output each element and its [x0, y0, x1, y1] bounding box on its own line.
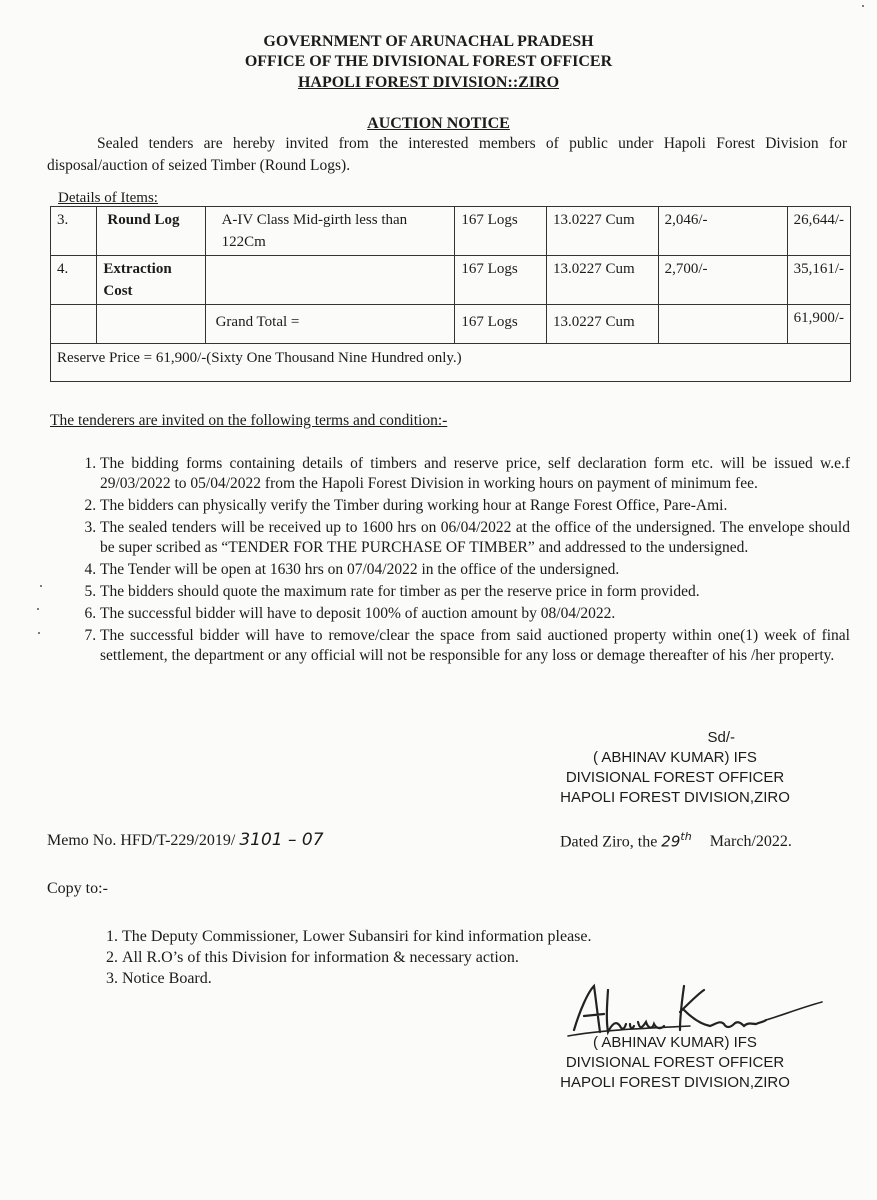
table-row: [51, 207, 851, 256]
sd-mark: Sd/-: [707, 729, 735, 746]
item-rate: [658, 305, 787, 344]
dated-month-year: March/2022.: [709, 833, 792, 851]
items-table: [50, 206, 851, 382]
item-name: Round Log: [97, 207, 205, 256]
table-row-total: [51, 305, 851, 344]
list-item: 1. The bidding forms containing details of timbers and reserve price, self declaration form etc. will be issued w.e.f 29/03/2022 to 05/04/2022 from the Hapoli Forest Division in working hours on payment of minimum fee.: [100, 454, 850, 494]
item-logs: 167 Logs: [455, 305, 547, 344]
list-item: 3. The sealed tenders will be received up to 1600 hrs on 06/04/2022 at the office of the undersigned. The envelope should be super scribed as “TENDER FOR THE PURCHASE OF TIMBER” and addressed to the undersigned.: [100, 518, 850, 558]
signatory-designation: DIVISIONAL FOREST OFFICER: [565, 769, 785, 786]
item-rate: 2,046/-: [658, 207, 787, 256]
scan-speck: [40, 585, 42, 587]
terms-heading: The tenderers are invited on the following terms and condition:-: [50, 412, 448, 429]
header-office: OFFICE OF THE DIVISIONAL FOREST OFFICER: [244, 53, 613, 70]
memo-number: [47, 830, 324, 850]
list-item: 2. The bidders can physically verify the Timber during working hour at Range Forest Office, Pare-Ami.: [100, 496, 850, 516]
reserve-price-row: [51, 344, 851, 382]
signatory-block-top: [545, 728, 805, 808]
signatory-office: HAPOLI FOREST DIVISION,ZIRO: [560, 789, 790, 806]
notice-title: AUCTION NOTICE: [367, 115, 510, 132]
list-item: 5. The bidders should quote the maximum rate for timber as per the reserve price in form provided.: [100, 582, 850, 602]
signatory-name: ( ABHINAV KUMAR) IFS: [593, 749, 757, 766]
item-name: [97, 305, 205, 344]
memo-handwritten: 3101 – 07: [239, 830, 324, 850]
dated-day: 29: [661, 832, 681, 851]
dated-prefix: Dated Ziro, the: [560, 833, 658, 851]
dated-day-suffix: th: [680, 830, 692, 843]
details-label: Details of Items:: [58, 190, 158, 206]
list-item: 1. The Deputy Commissioner, Lower Subansiri for kind information please.: [122, 926, 592, 947]
signatory-block-bottom: [545, 1033, 805, 1093]
item-volume: 13.0227 Cum: [547, 207, 659, 256]
scan-speck: [37, 608, 39, 610]
item-logs: 167 Logs: [455, 207, 547, 256]
signatory-office: HAPOLI FOREST DIVISION,ZIRO: [560, 1074, 790, 1091]
scan-speck: [38, 632, 40, 634]
list-item: 6. The successful bidder will have to deposit 100% of auction amount by 08/04/2022.: [100, 604, 850, 624]
item-volume: 13.0227 Cum: [547, 256, 659, 305]
reserve-price: Reserve Price = 61,900/-(Sixty One Thousand Nine Hundred only.): [51, 344, 851, 382]
item-rate: 2,700/-: [658, 256, 787, 305]
list-item: 2. All R.O’s of this Division for information & necessary action.: [122, 947, 592, 968]
signatory-name: ( ABHINAV KUMAR) IFS: [593, 1034, 757, 1051]
memo-prefix: Memo No. HFD/T-229/2019/: [47, 832, 236, 849]
item-no: 3.: [51, 207, 97, 256]
terms-list: [60, 454, 850, 668]
list-item: 7. The successful bidder will have to remove/clear the space from said auctioned property within one(1) week of final settlement, the department or any official will not be responsible for any loss or demage thereafter of his /her property.: [100, 626, 850, 666]
header-division: [0, 73, 867, 93]
item-no: 4.: [51, 256, 97, 305]
item-name: Extraction Cost: [97, 256, 205, 305]
item-amount: 26,644/-: [787, 207, 850, 256]
item-description: A-IV Class Mid-girth less than 122Cm: [205, 207, 455, 256]
header-division-text: HAPOLI FOREST DIVISION::ZIRO: [297, 74, 560, 91]
list-item: 3. Notice Board.: [122, 968, 592, 989]
signatory-designation: DIVISIONAL FOREST OFFICER: [565, 1054, 785, 1071]
header-government: GOVERNMENT OF ARUNACHAL PRADESH: [263, 33, 594, 50]
date-line: [560, 830, 792, 851]
grand-total-amount: 61,900/-: [787, 305, 850, 344]
copy-to-label: Copy to:-: [47, 880, 108, 897]
grand-total-label: Grand Total =: [205, 305, 455, 344]
item-description: [205, 256, 455, 305]
item-logs: 167 Logs: [455, 256, 547, 305]
table-row: [51, 256, 851, 305]
item-no: [51, 305, 97, 344]
copy-to-list: [80, 926, 592, 989]
list-item: 4. The Tender will be open at 1630 hrs on 07/04/2022 in the office of the undersigned.: [100, 560, 850, 580]
intro-paragraph: Sealed tenders are hereby invited from the interested members of public under Hapoli Forest Division for disposal/auction of seized Timber (Round Logs).: [47, 135, 847, 174]
scan-speck: [862, 5, 864, 7]
item-amount: 35,161/-: [787, 256, 850, 305]
item-volume: 13.0227 Cum: [547, 305, 659, 344]
